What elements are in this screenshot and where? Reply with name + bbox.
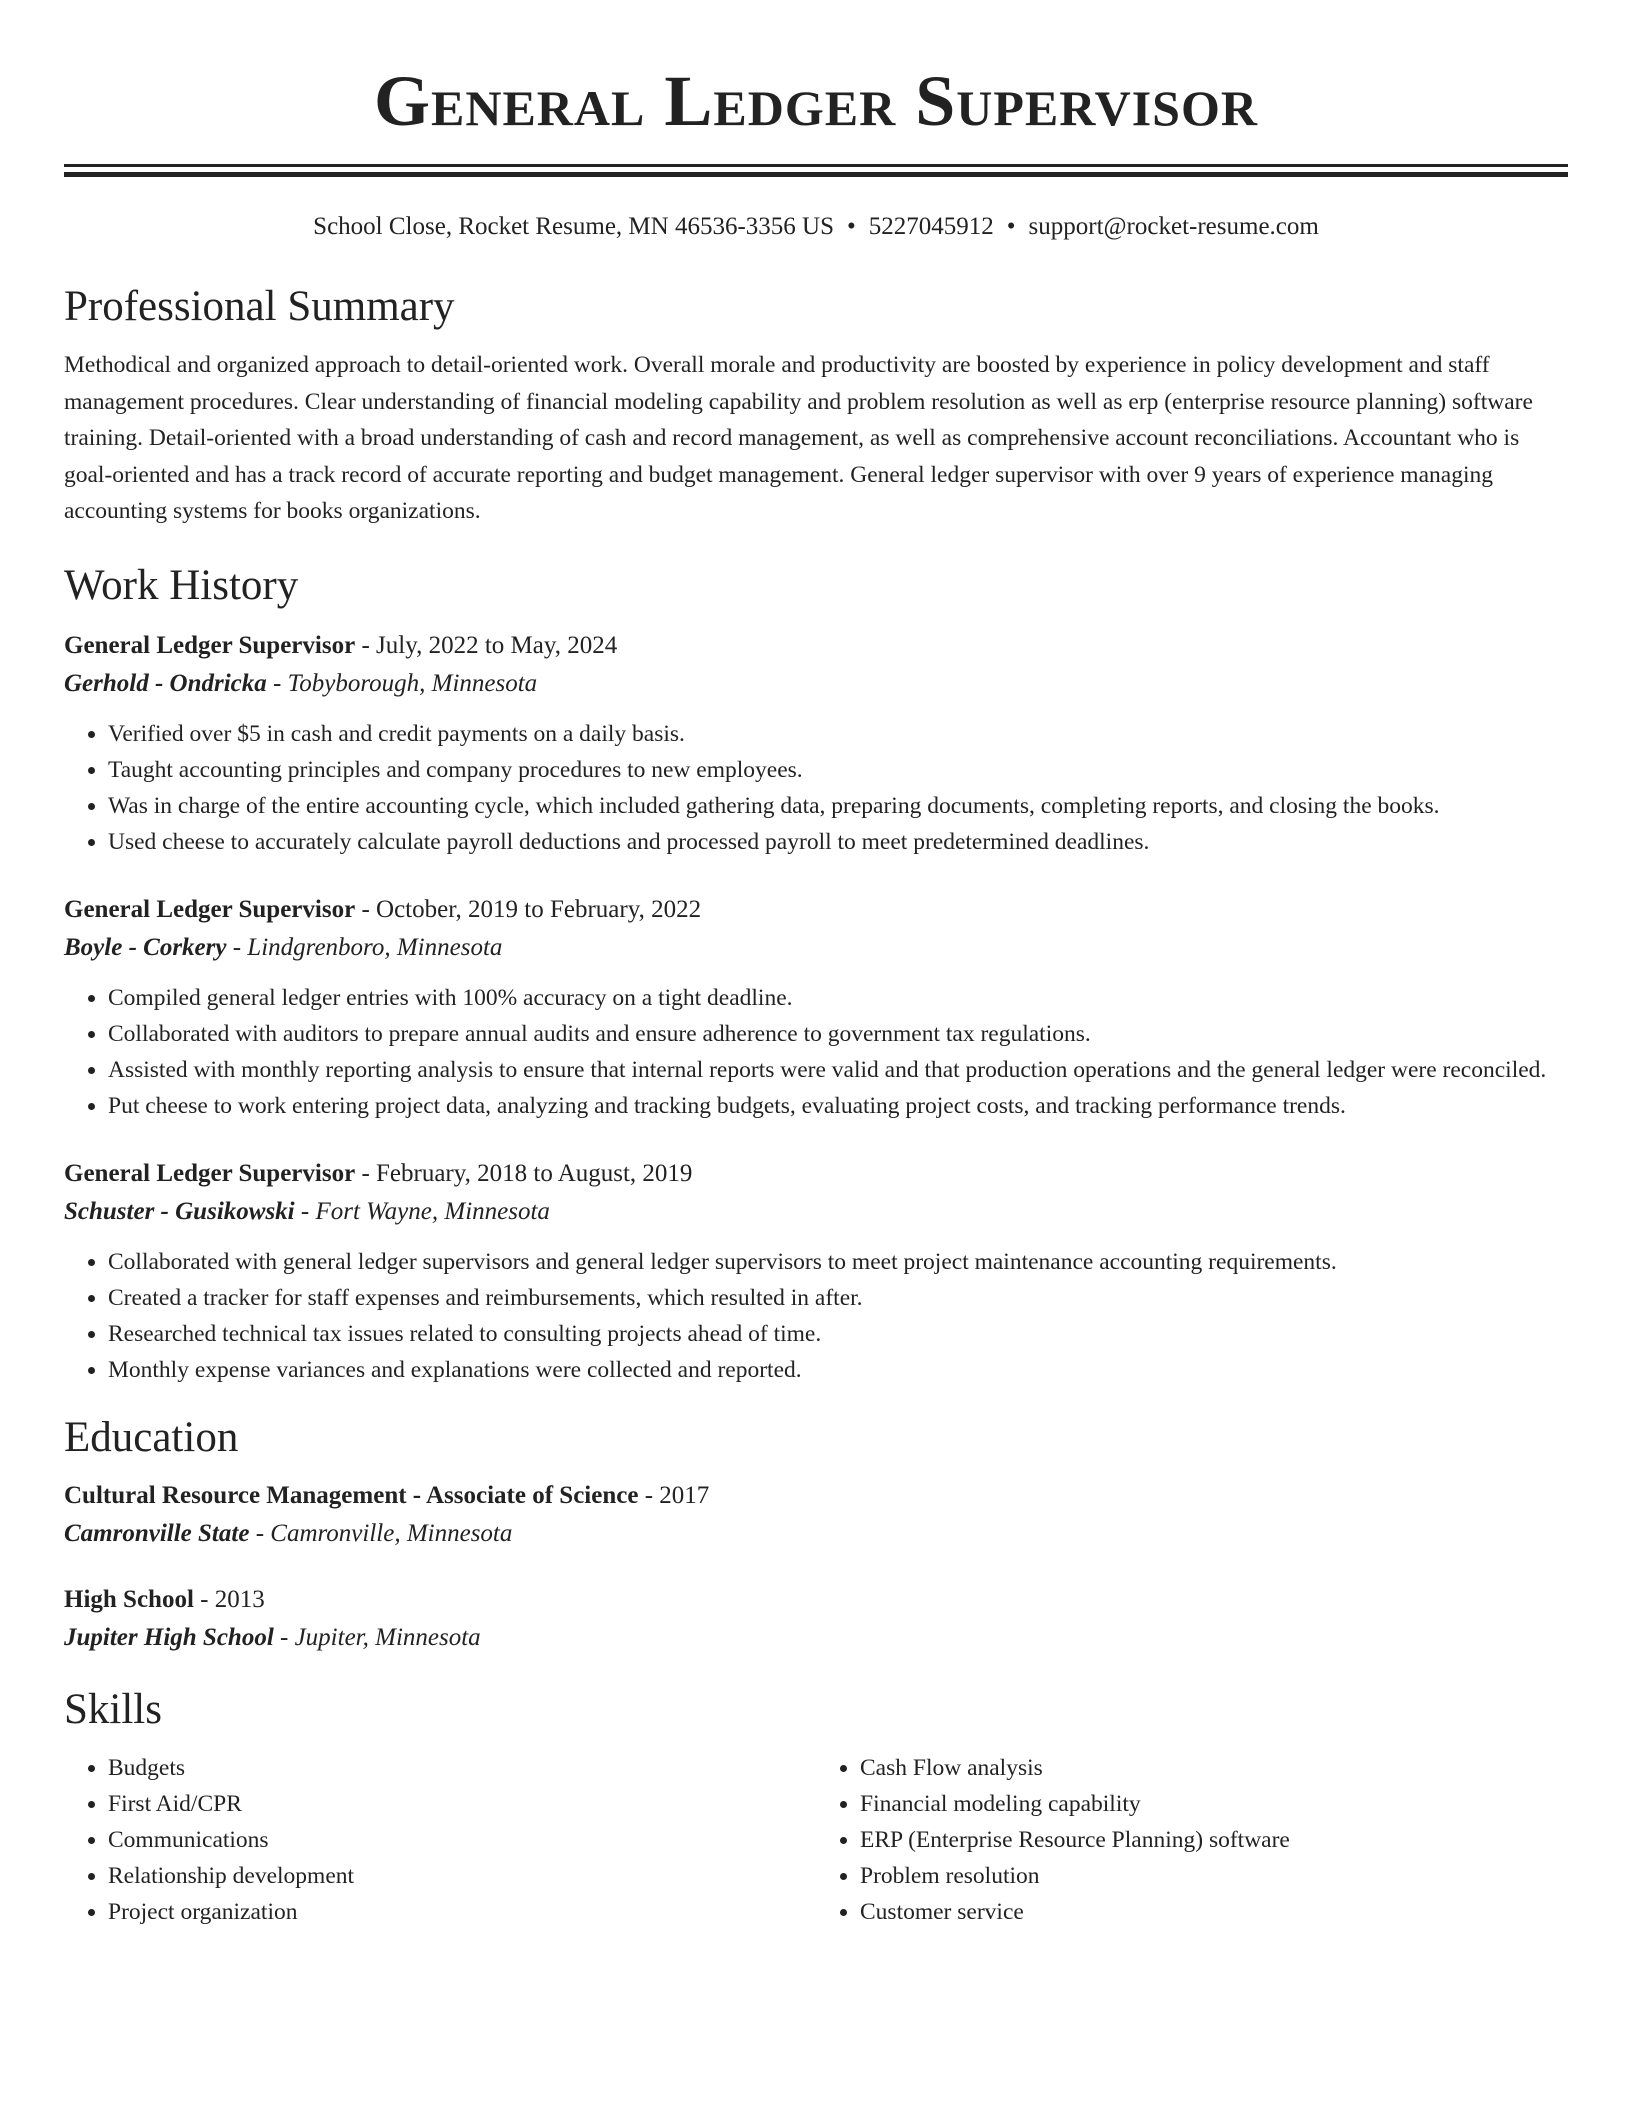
job-bullet: • Assisted with monthly reporting analysis to ensure that internal reports were valid and that production operations and the general ledger were reconciled.: [108, 1052, 1568, 1088]
work-history-heading: Work History: [64, 561, 299, 609]
job-location: - Fort Wayne, Minnesota: [294, 1197, 550, 1225]
job-title: General Ledger Supervisor: [64, 631, 356, 659]
contact-phone: 5227045912: [868, 213, 994, 240]
education-entry: [64, 1582, 1568, 1658]
contact-email: support@rocket-resume.com: [1028, 213, 1319, 240]
education-location: - Jupiter, Minnesota: [273, 1623, 481, 1651]
skill-item: • Cash Flow analysis: [860, 1750, 1568, 1786]
education-location: - Camronville, Minnesota: [249, 1519, 513, 1547]
job-dates: - October, 2019 to February, 2022: [355, 895, 702, 923]
skill-item: • Relationship development: [108, 1858, 816, 1894]
contact-separator: •: [847, 213, 856, 240]
job-dates: - February, 2018 to August, 2019: [355, 1159, 693, 1187]
job-title-line: [64, 892, 1568, 928]
job-title: General Ledger Supervisor: [64, 895, 356, 923]
job-company-line: [64, 664, 1568, 704]
job-company: Boyle - Corkery: [64, 933, 227, 961]
job-bullets: [64, 716, 1568, 860]
education-degree-line: [64, 1478, 1568, 1514]
skill-item: • ERP (Enterprise Resource Planning) software: [860, 1822, 1568, 1858]
job-bullet: • Researched technical tax issues related to consulting projects ahead of time.: [108, 1316, 1568, 1352]
education-school: Camronville State: [64, 1519, 250, 1547]
skill-item: • Financial modeling capability: [860, 1786, 1568, 1822]
job-location: - Tobyborough, Minnesota: [266, 669, 538, 697]
education-degree: High School: [64, 1585, 194, 1613]
education-year: - 2013: [193, 1585, 265, 1613]
skill-item: • First Aid/CPR: [108, 1786, 816, 1822]
candidate-name: General Ledger Supervisor: [374, 61, 1258, 141]
education-entry: [64, 1478, 1568, 1554]
job-bullet: • Was in charge of the entire accounting cycle, which included gathering data, preparing documents, completing reports, and closing the books.: [108, 788, 1568, 824]
job-bullet: • Put cheese to work entering project data, analyzing and tracking budgets, evaluating project costs, and tracking performance trends.: [108, 1088, 1568, 1124]
contact-address: School Close, Rocket Resume, MN 46536-3356 US: [313, 213, 834, 240]
skills-grid: [64, 1750, 1568, 1930]
education-heading: Education: [64, 1413, 239, 1461]
job-bullet: • Collaborated with auditors to prepare annual audits and ensure adherence to government tax regulations.: [108, 1016, 1568, 1052]
education-degree: Cultural Resource Management - Associate of Science: [64, 1481, 639, 1509]
job-bullet: • Created a tracker for staff expenses and reimbursements, which resulted in after.: [108, 1280, 1568, 1316]
summary-text: Methodical and organized approach to detail-oriented work. Overall morale and productivity are boosted by experience in policy development and staff management procedures. Clear understanding of financial modeling capability and problem resolution as well as erp (enterprise resource planning) software training. Detail-oriented with a broad understanding of cash and record management, as well as comprehensive account reconciliations. Accountant who is goal-oriented and has a track record of accurate reporting and budget management. General ledger supervisor with over 9 years of experience managing accounting systems for books organizations.: [64, 352, 1533, 524]
job-bullet: • Verified over $5 in cash and credit payments on a daily basis.: [108, 716, 1568, 752]
job-bullets: [64, 980, 1568, 1124]
header-rule-thin: [64, 164, 1568, 167]
skill-item: • Problem resolution: [860, 1858, 1568, 1894]
job-bullets: [64, 1244, 1568, 1388]
skill-item: • Budgets: [108, 1750, 816, 1786]
skill-item: • Customer service: [860, 1894, 1568, 1930]
job-bullet: • Taught accounting principles and company procedures to new employees.: [108, 752, 1568, 788]
contact-line: [64, 211, 1568, 243]
header-rule-thick: [64, 172, 1568, 177]
education-school-line: [64, 1514, 1568, 1554]
job-company: Gerhold - Ondricka: [64, 669, 267, 697]
job-bullet: • Compiled general ledger entries with 100% accuracy on a tight deadline.: [108, 980, 1568, 1016]
job-title-line: [64, 1156, 1568, 1192]
job-location: - Lindgrenboro, Minnesota: [226, 933, 503, 961]
education-school: Jupiter High School: [64, 1623, 274, 1651]
education-degree-line: [64, 1582, 1568, 1618]
contact-separator: •: [1006, 213, 1016, 240]
skills-column-left: [64, 1750, 816, 1930]
skills-column-right: [816, 1750, 1568, 1930]
skill-item: • Project organization: [108, 1894, 816, 1930]
job-company: Schuster - Gusikowski: [64, 1197, 295, 1225]
job-title: General Ledger Supervisor: [64, 1159, 356, 1187]
job-title-line: [64, 628, 1568, 664]
skill-item: • Communications: [108, 1822, 816, 1858]
job-bullet: • Used cheese to accurately calculate payroll deductions and processed payroll to meet predetermined deadlines.: [108, 824, 1568, 860]
summary-heading: Professional Summary: [64, 283, 455, 330]
job-company-line: [64, 1192, 1568, 1232]
job-bullet: • Collaborated with general ledger supervisors and general ledger supervisors to meet project maintenance accounting requirements.: [108, 1244, 1568, 1280]
job-bullet: • Monthly expense variances and explanations were collected and reported.: [108, 1352, 1568, 1388]
education-school-line: [64, 1618, 1568, 1658]
job-company-line: [64, 928, 1568, 968]
education-year: - 2017: [638, 1481, 710, 1509]
job-entry: [64, 892, 1568, 1124]
job-entry: [64, 1156, 1568, 1388]
job-dates: - July, 2022 to May, 2024: [355, 631, 618, 659]
skills-heading: Skills: [64, 1685, 162, 1733]
job-entry: [64, 628, 1568, 860]
